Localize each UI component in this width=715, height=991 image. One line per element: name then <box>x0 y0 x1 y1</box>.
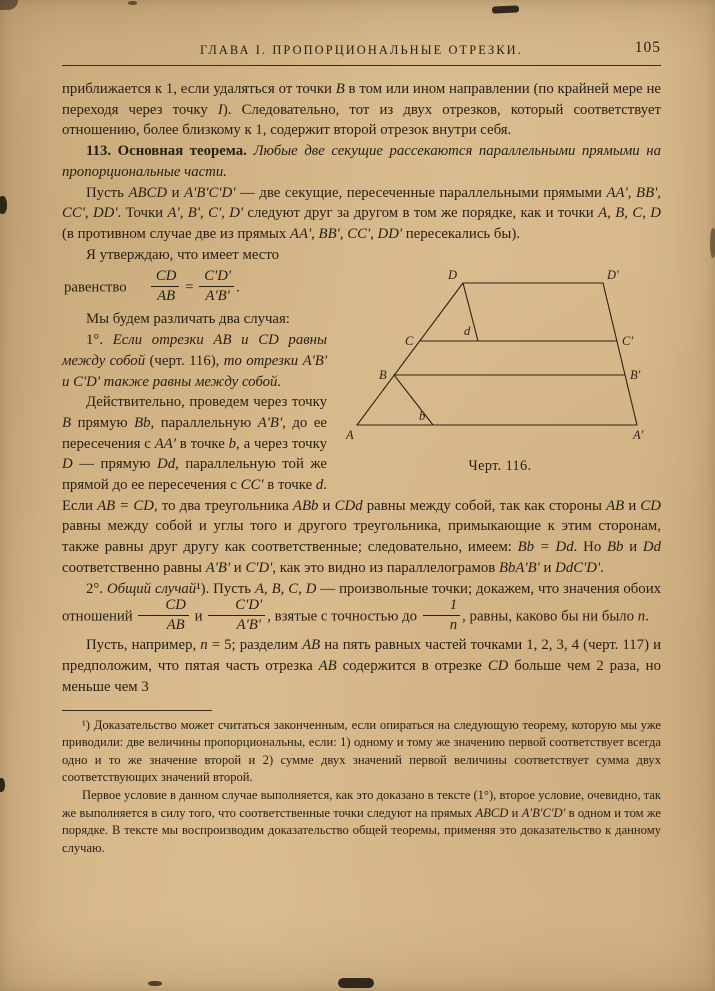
text-run: соответственно равны <box>62 559 206 576</box>
text-run: = 5; разделим <box>207 637 303 654</box>
text-run: ABCD <box>128 184 168 201</box>
text-run: — две секущие, пересеченные параллельными прямыми <box>235 184 607 201</box>
text-run: и <box>508 805 522 820</box>
text-run: n <box>200 637 208 654</box>
footnote-text <box>62 717 661 858</box>
text-run: 113. Основная теорема. <box>86 143 247 160</box>
paragraph <box>62 717 661 788</box>
text-run: в точке <box>175 435 229 452</box>
line-ApDp <box>603 283 637 425</box>
text-run: A'B'C'D' <box>184 184 236 201</box>
footnote <box>62 710 661 858</box>
text-run: AB <box>606 497 625 514</box>
text-run: (черт. 116), <box>145 352 224 369</box>
text-run: AB <box>302 637 321 654</box>
text-run: A'B' <box>257 414 283 431</box>
text-run: , параллельную той же прямой до ее пересечения с <box>62 456 327 494</box>
text-run: = <box>181 279 198 296</box>
text-run: D <box>62 456 73 473</box>
text-run: . <box>236 279 240 296</box>
text-run: , взятые с точностью до <box>267 608 421 625</box>
text-run: , как это видно из параллелограмов <box>272 559 499 576</box>
point-label-Cp: C' <box>622 334 634 349</box>
text-run: b <box>228 435 237 452</box>
point-label-D: D <box>448 268 458 283</box>
text-run: Bb <box>607 539 624 556</box>
fraction: $\frac{1}{n}$ <box>421 597 462 633</box>
text-run: в точке <box>263 477 316 494</box>
text-run: Пусть, например, <box>86 637 201 654</box>
text-run: и <box>167 184 185 201</box>
text-run: приближается к 1, если удаляться от точки <box>62 81 336 97</box>
paragraph <box>62 579 661 636</box>
line-AD <box>357 283 463 425</box>
text-run: A'B'C'D' <box>521 805 566 820</box>
text-run: A, B, C, D <box>254 580 317 597</box>
text-run: Если отрезки AB и CD равны между собой <box>62 332 328 369</box>
text-run: в одном и том же порядке. В тексте мы воспроизводим доказательство общей теоремы, применяя это доказательство к данному случаю. <box>62 805 661 855</box>
text-run: ABb <box>292 497 319 514</box>
text-run: и <box>624 497 641 514</box>
text-column <box>62 39 662 858</box>
text-run: BbA'B' <box>498 559 540 576</box>
text-run: , параллельную <box>150 414 258 431</box>
paragraph <box>62 79 661 141</box>
text-run: больше чем 2 раза, но меньше чем 3 <box>62 658 661 695</box>
text-run: , а через точку <box>236 435 327 452</box>
text-run: Пусть <box>86 184 129 201</box>
text-run: и <box>539 559 556 576</box>
paragraph <box>62 787 661 858</box>
text-run: AA', BB', CC', DD' <box>62 184 661 222</box>
text-run: — произвольные точки; докажем, что значения обоих отношений <box>62 580 662 625</box>
text-run: A'B' <box>205 559 231 576</box>
text-run: 2°. <box>86 580 107 597</box>
text-run: AA', BB', CC', DD' <box>289 225 403 242</box>
text-run: в том или ином направлении (по крайней мере не переходя через точку <box>62 81 661 118</box>
text-run: Я утверждаю, что имеет место <box>86 246 280 263</box>
text-run: DdC'D' <box>555 559 601 576</box>
text-run: то отрезки A'B' и C'D' также равны между собой. <box>62 352 327 390</box>
scan-artifact <box>148 981 162 986</box>
text-run: прямую <box>71 414 135 431</box>
text-run: ). Следовательно, тот из двух отрезков, который соответствует отношению, более близкому к 1, содержит второй отрезок внутри себя. <box>62 101 661 139</box>
point-label-d: d <box>464 324 471 339</box>
point-label-B: B <box>379 368 387 383</box>
text-run: CDd <box>334 497 363 514</box>
text-run: ¹) Доказательство может считаться законченным, если опираться на следующую теорему, которую мы уже приводили: две величины пропорциональны, если: 1) одному и тому же значению первой соответствует всегда одно и то же значение второй и 2) сумме двух значений первой величины соответствует сумма двух соответствующих значений второй. <box>62 717 661 785</box>
point-label-Dp: D' <box>607 268 619 283</box>
text-run: Dd <box>157 456 176 473</box>
text-run: и <box>623 539 643 556</box>
text-run: . Если <box>62 477 327 514</box>
scan-artifact <box>492 5 519 13</box>
fraction: $\frac{C'D'}{A'B'}$ <box>206 597 267 633</box>
figure-116 <box>339 265 661 475</box>
text-run: CD <box>487 658 509 675</box>
line-Bb <box>394 375 433 425</box>
chapter-title: ГЛАВА I. ПРОПОРЦИОНАЛЬНЫЕ ОТРЕЗКИ. <box>200 43 523 57</box>
text-run: Любые две секущие рассекаются параллельными прямыми на пропорциональные части. <box>62 143 662 180</box>
main-text <box>62 79 661 698</box>
text-run: B <box>62 414 72 431</box>
text-run: ABCD <box>475 805 509 820</box>
text-run: Bb = Dd <box>517 539 574 556</box>
text-run: следуют друг за другом в том же порядке, как и точки <box>243 205 599 222</box>
scan-artifact <box>128 1 137 5</box>
fraction: $\frac{CD}{AB}$ <box>136 597 191 633</box>
text-run: A', B', C', D' <box>167 205 244 222</box>
text-run: AB <box>318 658 337 675</box>
text-part-1 <box>62 79 661 265</box>
text-run: ¹). Пусть <box>196 580 255 597</box>
text-run: равны между собой и углы того и другого треугольника, примыкающие к этим сторонам, также равны друг другу как соответственные; следовательно, имеем: <box>62 518 661 556</box>
text-run: , равны, каково бы ни было <box>462 608 638 625</box>
text-run: n <box>637 608 646 625</box>
scan-artifact <box>710 228 715 258</box>
text-run: I <box>217 101 223 118</box>
scan-artifact <box>0 196 7 214</box>
text-run: равны между собой, так как стороны <box>362 497 607 514</box>
page-header <box>62 39 661 66</box>
paragraph <box>62 183 661 245</box>
text-run: и <box>190 608 207 625</box>
paragraph <box>62 141 661 182</box>
scan-artifact <box>0 778 5 792</box>
text-run: A, B, C, D <box>598 205 661 222</box>
text-run: , то два треугольника <box>154 497 293 514</box>
fraction: $\frac{CD}{AB}$ <box>149 268 182 304</box>
text-run: (в противном случае две из прямых <box>62 225 290 242</box>
point-label-A: A <box>346 428 354 443</box>
text-run: на пять равных частей точками 1, 2, 3, 4 (черт. 117) и предположим, что пятая часть отрезка <box>62 637 661 675</box>
text-run: CC' <box>240 477 264 494</box>
text-run: 1°. <box>86 332 113 349</box>
page-number: 105 <box>634 39 661 56</box>
text-run: Первое условие в данном случае выполняется, как это доказано в тексте (1°), второе условие, очевидно, так же выполняется в силу того, что соответственные точки следуют на прямых <box>62 788 661 820</box>
text-run: . <box>600 559 604 576</box>
paragraph <box>62 635 661 697</box>
point-label-Ap: A' <box>633 428 644 443</box>
text-run: равенство <box>64 279 149 296</box>
text-run: и <box>318 497 335 514</box>
fraction: $\frac{C'D'}{A'B'}$ <box>197 268 236 304</box>
scan-artifact <box>0 0 18 10</box>
text-run: . Но <box>573 539 607 556</box>
point-label-b: b <box>419 409 426 424</box>
text-run: d <box>315 477 324 494</box>
point-label-Bp: B' <box>630 368 641 383</box>
text-run: Общий случай <box>106 580 197 597</box>
text-run: содержится в отрезке <box>336 658 488 675</box>
text-run: C'D' <box>245 559 273 576</box>
text-run: Мы будем различать два случая: <box>86 311 290 328</box>
text-run: . <box>645 608 649 625</box>
text-run: AA' <box>154 435 176 452</box>
text-run: — прямую <box>72 456 158 473</box>
text-run: Действительно, проведем через точку <box>86 394 327 411</box>
text-run: Dd <box>642 539 662 556</box>
text-run: AB = CD <box>97 497 154 514</box>
text-run: B <box>335 81 345 97</box>
figure-caption: Черт. 116. <box>468 458 532 475</box>
paragraph <box>62 245 661 266</box>
text-run: Bb <box>134 414 151 431</box>
text-run: , до ее пересечения с <box>62 414 327 452</box>
text-run: пересекались бы). <box>402 225 520 242</box>
text-run: . Точки <box>117 205 168 222</box>
point-label-C: C <box>405 334 414 349</box>
scan-artifact <box>338 978 374 988</box>
text-run: и <box>230 559 246 576</box>
footnote-rule <box>62 710 212 711</box>
text-run: CD <box>640 497 661 514</box>
figure-116-drawing <box>345 265 655 445</box>
